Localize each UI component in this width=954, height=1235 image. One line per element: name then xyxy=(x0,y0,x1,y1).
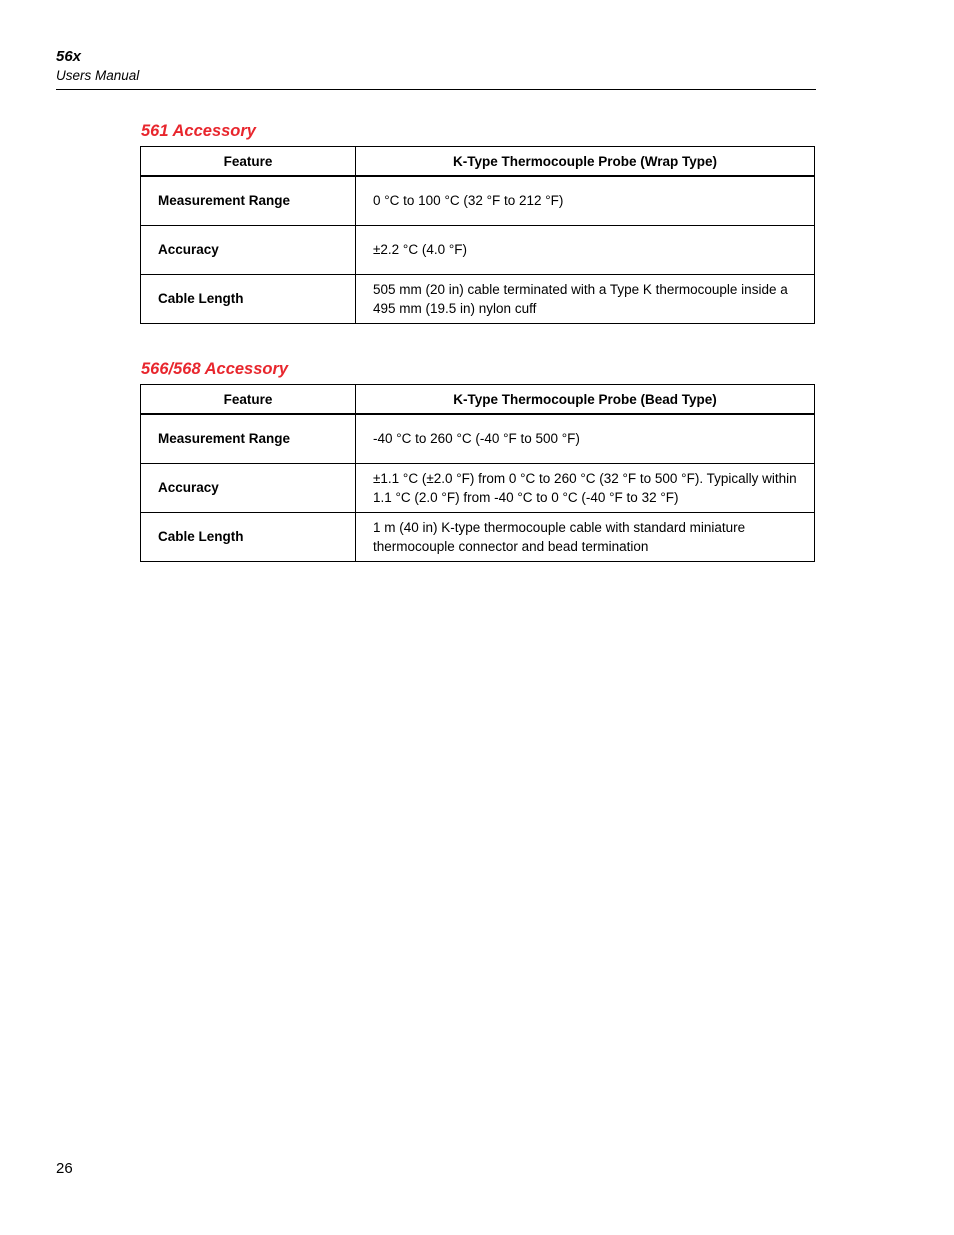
table-row xyxy=(141,463,815,512)
feature-cell: Accuracy xyxy=(141,463,356,512)
spec-table-561-accessory xyxy=(140,146,815,324)
value-cell: 505 mm (20 in) cable terminated with a Type K thermocouple inside a 495 mm (19.5 in) nylon cuff xyxy=(356,274,815,323)
column-header-feature: Feature xyxy=(141,147,356,177)
table-row xyxy=(141,414,815,463)
feature-cell: Cable Length xyxy=(141,274,356,323)
feature-cell: Measurement Range xyxy=(141,176,356,225)
column-header-probe: K-Type Thermocouple Probe (Wrap Type) xyxy=(356,147,815,177)
page-header xyxy=(56,47,816,85)
value-cell: 1 m (40 in) K-type thermocouple cable with standard miniature thermocouple connector and bead termination xyxy=(356,512,815,561)
value-cell: ±1.1 °C (±2.0 °F) from 0 °C to 260 °C (32 °F to 500 °F). Typically within 1.1 °C (2.0 °F) from -40 °C to 0 °C (-40 °F to 32 °F) xyxy=(356,463,815,512)
section-title-561-accessory: 561 Accessory xyxy=(141,122,256,140)
table-row xyxy=(141,512,815,561)
table-row xyxy=(141,274,815,323)
header-divider xyxy=(56,89,816,90)
column-header-feature: Feature xyxy=(141,385,356,415)
product-name: 56x xyxy=(56,48,82,65)
table-row xyxy=(141,225,815,274)
manual-title: Users Manual xyxy=(56,68,140,83)
feature-cell: Measurement Range xyxy=(141,414,356,463)
value-cell: 0 °C to 100 °C (32 °F to 212 °F) xyxy=(356,176,815,225)
section-title-566-568-accessory: 566/568 Accessory xyxy=(141,360,289,378)
table-header-row xyxy=(141,147,815,177)
value-cell: -40 °C to 260 °C (-40 °F to 500 °F) xyxy=(356,414,815,463)
feature-cell: Accuracy xyxy=(141,225,356,274)
spec-table-566-568-accessory xyxy=(140,384,815,562)
table-header-row xyxy=(141,385,815,415)
column-header-probe: K-Type Thermocouple Probe (Bead Type) xyxy=(356,385,815,415)
feature-cell: Cable Length xyxy=(141,512,356,561)
page-number: 26 xyxy=(56,1160,73,1177)
table-row xyxy=(141,176,815,225)
value-cell: ±2.2 °C (4.0 °F) xyxy=(356,225,815,274)
